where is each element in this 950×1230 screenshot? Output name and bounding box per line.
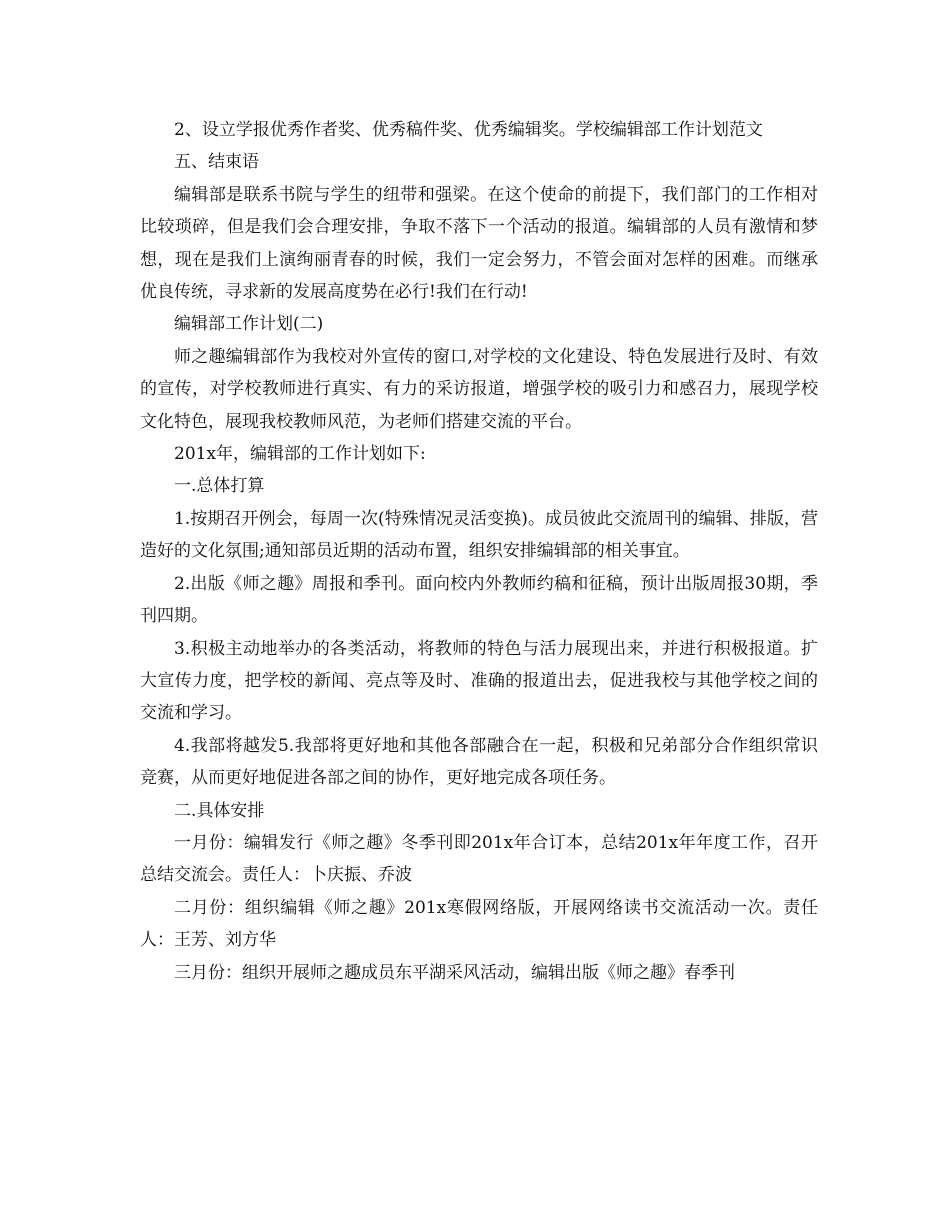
list-item-2: 2.出版《师之趣》周报和季刊。面向校内外教师约稿和征稿，预计出版周报30期，季刊四期。 (140, 573, 818, 627)
paragraph-conclusion: 编辑部是联系书院与学生的纽带和强梁。在这个使命的前提下，我们部门的工作相对比较琐碎，但是我们会合理安排，争取不落下一个活动的报道。编辑部的人员有激情和梦想，现在是我们上演绚丽青春的时候，我们一定会努力，不管会面对怎样的困难。而继承优良传统，寻求新的发展高度势在必行!我们在行动! (140, 184, 818, 303)
paragraph-intro: 师之趣编辑部作为我校对外宣传的窗口,对学校的文化建设、特色发展进行及时、有效的宣传，对学校教师进行真实、有力的采访报道，增强学校的吸引力和感召力，展现学校文化特色，展现我校教师风范，为老师们搭建交流的平台。 (140, 346, 818, 432)
schedule-march: 三月份：组织开展师之趣成员东平湖采风活动，编辑出版《师之趣》春季刊 (174, 962, 735, 983)
list-item-1: 1.按期召开例会，每周一次(特殊情况灵活变换)。成员彼此交流周刊的编辑、排版，营造好的文化氛围;通知部员近期的活动布置，组织安排编辑部的相关事宜。 (140, 508, 818, 562)
heading-plan-two: 编辑部工作计划(二) (174, 314, 324, 335)
paragraph-award: 2、设立学报优秀作者奖、优秀稿件奖、优秀编辑奖。学校编辑部工作计划范文 (174, 120, 763, 140)
heading-conclusion: 五、结束语 (174, 152, 259, 173)
paragraph-plan-lead: 201x年，编辑部的工作计划如下: (174, 444, 426, 465)
heading-overall-plan: 一.总体打算 (174, 476, 265, 497)
list-item-3: 3.积极主动地举办的各类活动，将教师的特色与活力展现出来，并进行积极报道。扩大宣传力度，把学校的新闻、亮点等及时、准确的报道出去，促进我校与其他学校之间的交流和学习。 (140, 638, 818, 724)
heading-specific-arrangement: 二.具体安排 (174, 800, 265, 821)
list-item-4: 4.我部将越发5.我部将更好地和其他各部融合在一起，积极和兄弟部分合作组织常识竞赛，从而更好地促进各部之间的协作，更好地完成各项任务。 (140, 735, 818, 789)
schedule-january: 一月份：编辑发行《师之趣》冬季刊即201x年合订本，总结201x年年度工作，召开总结交流会。责任人：卜庆振、乔波 (140, 832, 818, 886)
document-body (140, 114, 818, 989)
schedule-february: 二月份：组织编辑《师之趣》201x寒假网络版，开展网络读书交流活动一次。责任人：王芳、刘方华 (140, 897, 818, 951)
